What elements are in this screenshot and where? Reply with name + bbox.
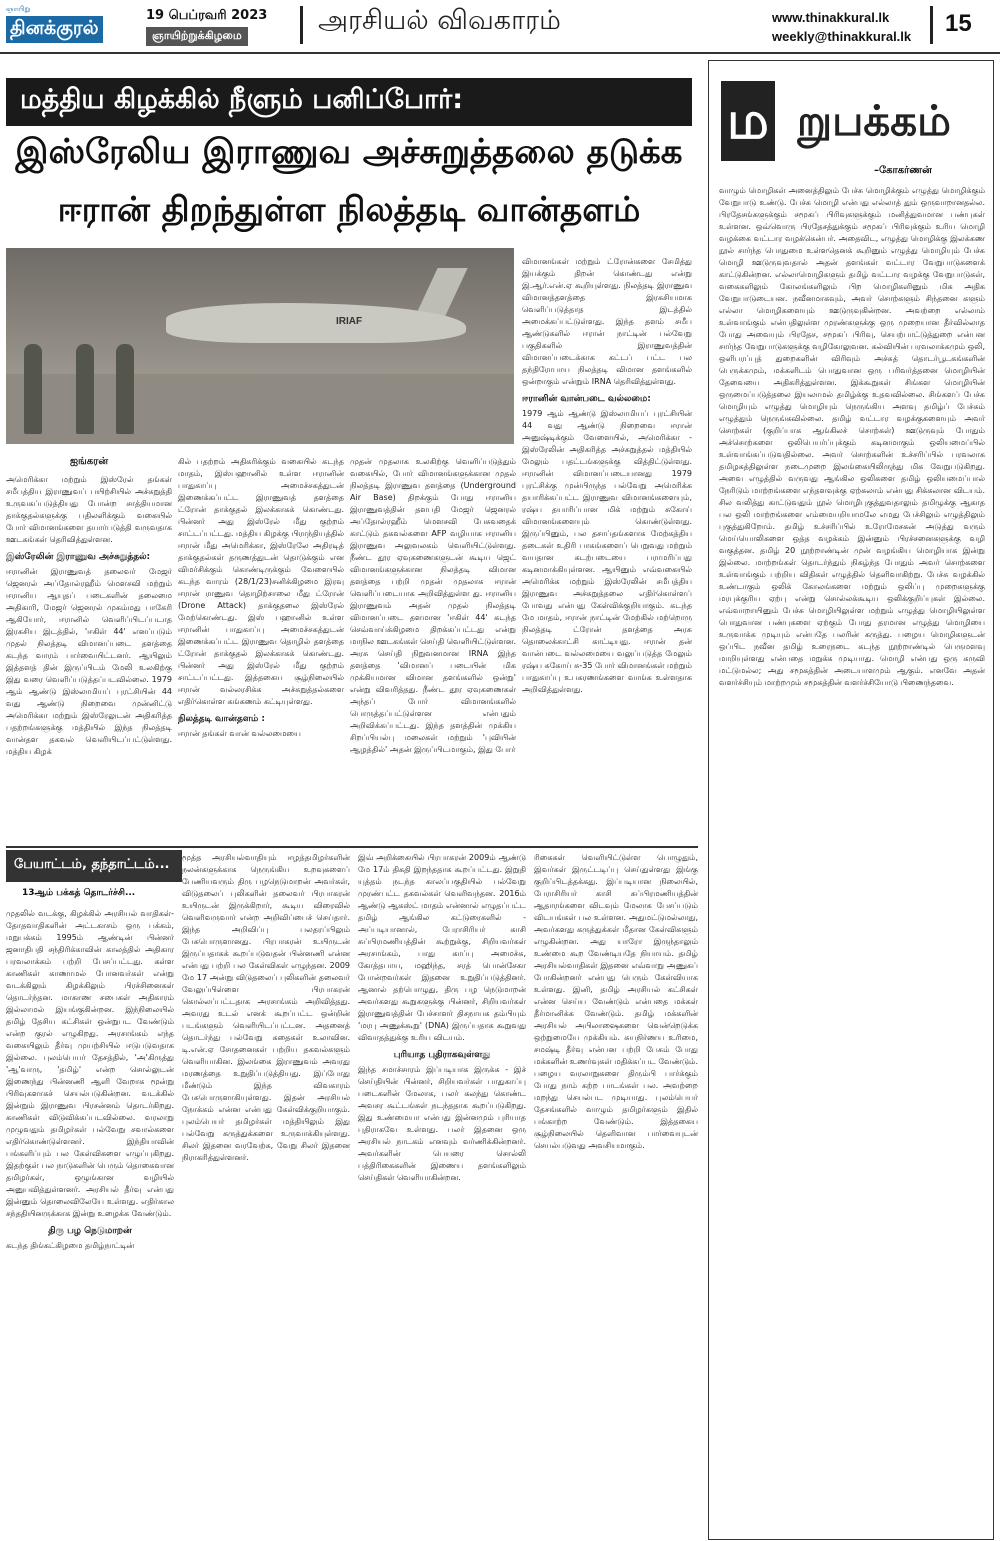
- logo-name: தினக்குரல்: [6, 16, 103, 43]
- subheading: ஈரானின் வான்படை வல்லமை:: [522, 394, 651, 404]
- officer-figure: [76, 344, 94, 434]
- story-paragraph: அமெரிக்கா மற்றும் இஸ்ரேல் தங்கள் சமீபத்திய இராணுவப் பயிற்சியில் அச்சுறுத்தி உருவகப்படுத்தியது போன்ற சாத்தியமான தாக்குதல்களுக்கு பதிலளிக்கும் வகையில் போர் விமானங்களை தயார்படுத்தி வருவதாக ஊடகங்கள் தெரிவித்துள்ளன.: [6, 475, 172, 544]
- email-link[interactable]: weekly@thinakkural.lk: [772, 29, 912, 44]
- story-kicker: மத்திய கிழக்கில் நீளும் பனிப்போர்:: [6, 78, 692, 126]
- bottom-column-3: [358, 852, 526, 1536]
- column-author: –கோகர்ணன்: [874, 165, 932, 176]
- opinion-column: [708, 60, 994, 1540]
- issue-date: 19 பெப்ரவரி 2023: [146, 8, 268, 23]
- column-title-rest: றுபக்கம்: [793, 87, 955, 155]
- story-paragraph: கில் பதற்றம் அதிகரிக்கும் வகையில் கடந்த மாதம், இஸ்பஹானில் உள்ள ஈரானின் பாதுகாப்பு அமைச்சகத்துடன் இணைக்கப்பட்ட இராணுவத் தளத்தை ட்ரோன் தாக்குதல் இலக்காகக் கொண்டது. பின்னர் அது இஸ்ரேல் மீது குற்றம் சாட்டப்பட்டது. மத்திய கிழக்கு பிராந்தியத்தில் ஈரான் மீது அமெரிக்கா, இஸ்ரேலே அதிரடித் தாக்குதல்கள் தருணத்துடன் தொடுக்கும் என விமர்சிக்கும் கொண்டிருக்கும் வேளையில் கடந்த வாரம் (28/1/23)சனிக்கிழமை இரவு ஈரான் ராணுவ தொழிற்சாலை மீது ட்ரோன் (Drone Attack) தாக்குதலை இஸ்ரேல் மேற்கொண்டது. இஸ் பஹானில் உள்ள ஈரானின் பாதுகாப்பு அமைச்சகத்துடன் இணைக்கப்பட்ட இராணுவ தொழில் தளத்தை ட்ரோன் தாக்குதல் இலக்காகக் கொண்டது. பின்னர் அது இஸ்ரேல் மீது குற்றம் சாட்டப்பட்டது. இத்தகைய சூழ்நிலையில் ஈரான் வல்லரசிக்க அச்சுறுத்தல்களை எதிர்கொள்ள கங்கணம் கட்டியுள்ளது.: [178, 457, 344, 706]
- story-paragraph: ஈரான் தங்கள் வான் வல்லமையை: [178, 729, 301, 738]
- headline-line-2: ஈரான் திறந்துள்ள நிலத்தடி வான்தளம்: [57, 190, 641, 230]
- continued-note: 13ஆம் பக்கத் தொடர்ச்சி...: [22, 888, 136, 898]
- column-title-initial: ம: [721, 81, 775, 161]
- story-paragraph: 1979 ஆம் ஆண்டு இஸ்லாமியப் புரட்சியின் 44 வது ஆண்டு நிறைவை ஈரான் அனுஷ்டிக்கும் வேளையில், அமெரிக்கா - இஸ்ரேலின் அதிகரித்த அச்சுறுத்தல் மத்தியில் மேலும் பதட்டங்களுக்கு வித்திட்டுள்ளது. ஈரானின் விமானப்படையானது 1979 புரட்சிக்கு முன்பிருந்த பல்வேறு அமெரிக்க தயாரிக்கப்பட்ட இராணுவ விமானங்களையும், ரஷ்ய தயாரிப்பான மிக் மற்றும் சுகோய் விமானங்களையும் கொண்டுள்ளது. இருப்பினும், பல தசாப்தங்களாக மேற்கத்திய தடைகள் உதிரி பாகங்களைப் பெறுவது மற்றும் வயதான கடற்படையை பராமரிப்பது கடினமாக்கியுள்ளன. ஆயினும் எவ்வகையில் அமெரிக்க மற்றும் இஸ்ரேலின் சமீபத்திய இராணுவ அச்சுறுத்தலை எதிர்கொள்ளப் போவது என்பது கேள்விக்குறியாகும். கடந்த மே மாதம், ஈரான் நாட்டின் மேற்கில் மற்றொரு நிலத்தடி ட்ரோன் தளத்தை அரசு தொலைக்காட்சி காட்டியது. ஈரான் தன் வான்படை வல்லமையை வலுப்படுத்த மேலும் ரஷ்ய சுகோய் சு-35 போர் விமானங்கள் மற்றும் பாதுகாப்பு உபகரணங்களை வாங்க உள்ளதாக அறிவித்துள்ளது.: [522, 409, 692, 694]
- fighter-jet-photo: [6, 248, 514, 444]
- column-title: [721, 81, 983, 161]
- story-column-4: [522, 256, 692, 846]
- story-paragraph: ரிகைகள் வெளியிட்டுள்ள பொழுதும், இவர்கள் இருட்டடிப்பு செய்துள்ளது இங்கு குறிப்பிடத்தக்கது. இப்படியான நிலையில், பேராசிரியர் காசி சுப்பிரமணியத்தின் ஆதாரங்களை விடவும் மேலாக பேசப்படும் விடயங்கள் பல உள்ளன. அதுமட்டுமல்லாது, அவர்களது கருத்துக்கள் மீதான கேள்விகளும் எழுகின்றன. அது யாரோ இருந்தாலும் உண்மை கூற வேண்டியதே நியாயம். தமிழ் அரசியல்வாதிகள் இதனை எவ்வாறு அணுகப் போகின்றனர் என்பது பெரும் கேள்வியாக உள்ளது. இனி, தமிழ் அரசியல் கட்சிகள் என்ன செய்ய வேண்டும் என்பதை மக்கள் தீர்மானிக்க வேண்டும். தமிழ் மக்களின் அரசியல் அபிலாஷைகளை வென்றெடுக்க ஒற்றுமையே முக்கியம். சுயநிர்ணய உரிமை, சமஷ்டி தீர்வு என்பன பற்றி பேசும் போது மக்களின் உணர்வுகள் மதிக்கப்பட வேண்டும். பழைய வரலாறுகளை திரும்பி பார்க்கும் போது நாம் கற்ற பாடங்கள் பல. அவற்றை மறந்து செயல்பட முடியாது. புலம்பெயர் தேசங்களில் வாழும் தமிழர்களும் இதில் பங்காற்ற வேண்டும். இத்தகைய சூழ்நிலையில் தெளிவான பார்வையுடன் செயல்படுவது அவசியமாகும்.: [534, 853, 698, 1150]
- subheading: இஸ்ரேலின் இராணுவ அச்சுறுத்தல்:: [6, 552, 151, 562]
- story-paragraph: ஈரானின் இராணுவத் தலைவர் மேஜர் ஜெனரல் அப்தோல்ரஹீம் மௌசவி மற்றும் ஈரானிய ஆயுதப் படைகளின் தலைமை அதிகாரி, மேஜர் ஜெனரல் முகம்மது பாகேரி ஆகியோர், ஈரானில் வெளிப்பிடப்படாத இரகசிய இடத்தில், 'ஈகிள் 44' எனப்படும் முதல் நிலத்தடி விமானப்படை தளத்தை கடந்த வாரம் பார்வையிட்டனர். ஆயிலும் இத்தளத் தின் இருப்பிடம் மேலி உலகிற்கு இது வரை வெளிப்படுத்தப்படவில்லை. 1979 ஆம் ஆண்டு இஸ்லாமியப் புரட்சியின் 44 வது ஆண்டு நிறைவை முன்னிட்டு அமெரிக்கா மற்றும் இஸ்ரேலுடன் அதிகரித்த பதற்றங்களுக்கு மத்தியில் இந்த நிலத்தடி வான்தள தகவல் வெளியிடப்பட்டுள்ளது. மத்திய கிழக்: [6, 567, 172, 756]
- section-title: அரசியல் விவகாரம்: [318, 5, 561, 36]
- headline-line-1: இஸ்ரேலிய இராணுவ அச்சுறுத்தலை தடுக்க: [15, 132, 683, 172]
- story-column-3: [350, 456, 516, 846]
- jet-marking: IRIAF: [336, 316, 363, 327]
- main-story: [6, 58, 698, 848]
- officer-figure: [116, 344, 134, 434]
- byline: ஐங்கரன்: [69, 456, 109, 467]
- column-paragraph: வாழும் மொழிகள் அனைத்திலும் பேச்சு மொழிக்கும் எழுத்து மொழிக்கும் வேறுபாடு உண்டு. பேச்சு மொழி என்பது எல்லாத் தும் ஒருவாறானதல்ல. பிரதேசங்களுக்கும் சமூகப் பிரிவுகளுக்கும் மனித்துவமான பண்புகள் உள்ளன. ஒவ்வொரு பிரதேசத்துக்கும் சமூகப் பிரிவுக்கும் உரிய மொழி வழக்கை வட்டார வழக்கென்பர். அதைவிட, எழுத்து மொழிக்கு இலக்கண நூல் சார்ந்த பொதுமை உள்ளதெனக் கூறினும் எழுத்து மொழியும் பேச்சு மொழி ஊடுருவுவதால் அதன் தளங்கள் வட்டார வேறுபாடுகளைக் காட்டுகின்றன. எல்லாமொழிகளும் தமிழ் வட்டார வழக்கு வேறுபாடுகள், வகைகளிலும் கோலங்களிலும் பிற மொழிகளினும் மிக அதிக வேறுபாடுடையன. நவீனமாகவும், அவர் சொற்களும் சிந்தனை களும் எல்லா மொழிகளையும் ஊடுருவுகின்றன. அவற்றை எல்லாம் உள்வாங்கும் என்பதிலுள்ள முரண்களுக்கு ஒரு முறையான தீர்வில்லாத போது அவையும் பிரதேச, சமூகப் பிரிவு, செயற்பாட்டுத்துறை என்பன சார்ந்த வேறுபாடுகளுக்கு வழிகோலுவன. கல்வியின் பரவலாக்கமும் ஒலி, ஒளிபரப்புத் துறைகளின் விரிவும் அச்சுத் தொடர்பூடகங்களின் பெருக்கமும், மக்களிடம் பொதுவான ஒரு பரிவர்த்தனை மொழியின் தேவையை அதிகரித்துள்ளன. இக்கூறுகள் சிங்கள மொழியின் ஒருமைப்படுத்தலை இயலாமல் தமிழ்க்கு உதவவில்லை. சிங்களப் பேச்சு மொழியும் எழுத்து மொழியும் நெருங்கிய அளவு தமிழ்ப் பேச்சும் எழுத்தும் நெருங்கவில்லை. தமிழ் வட்டார வழக்குகளையும் அவர் சொற்கள் (குறிப்பாக ஆங்கிலச் சொற்கள்) ஊடுருவும் போதும் அச்சொற்களை ஒலிபெயர்ப்புக்கும் கடினமாகும் ஒலியமைப்பில் உள்வாங்கப்படுவதில்லை. அவர் சொற்களின் உச்சரிப்பில் பரவலாக தமிழகத்திலுள்ள நடைமுறை இலங்கையிலிருந்து மிக வேறுபடுகிறது. அவை எழுத்தில் வருவது ஆங்கில ஒலிகளை தமிழ் ஒலியமைப்பால் நேரிடும் மாற்றங்களை எந்தளவுக்கு ஏற்கலாம் என்பது சிக்கலான விடயம். சில வலித்து காட்டுவதும் நூல் மொழிபுகுத்துவதாலும் தமிழுக்கு ஆகாத பல ஒலி மாற்றங்களை எம்மையறியாமலே எமது பேச்சிலும் எழுத்திலும் புகுத்துகிறோம். தமிழ் உச்சரிப்பில் உரோமேசகன் அடுத்து வரும் மெய்யொலிகளை ஒத்த வழக்கம் இன்னும் பிரச்சனைகளுக்கு வழி வகுத்தன. தமிழ் 20 நூற்றாண்டின் முன் வழங்கிய மொழியாக இன்று இல்லை. மாற்றங்கள் தொடர்ந்தும் நிகழ்ந்த போதும் அவர் சொற்களை உள்வாங்கும் பற்றிய விதிகள் எழுத்தில் தெளிவாகிற்று. பேச்சு வழக்கில் உண்டாகும் ஒலிக் கோலங்களை மற்றும் ஒலிப்பு முறைகளுக்கு மரபுக்குரிய ஏற்பு என்று சொல்லக்கூடிய ஒலிக்குறிப்புகள் இல்லை. எவ்வாறாயினும் பேச்சு மொழியிலுள்ள மற்றும் எழுத்து மொழியிலுள்ள பொதுவான பண்புகளை ஏற்கும் போது தரமான எழுத்து மொழியை உருவாக்க முடியும் என்பதே பலரின் கருத்து. பழைய மொழிகளுடன் ஒப்பிட நவீன தமிழ் உரைநடை கடந்த நூற்றாண்டில் பெருமளவு மாறியுள்ளது என்பதை மறுக்க முடியாது. மொழி என்பது ஒரு கருவி மட்டுமல்ல; அது சமூகத்தின் அடையாளமும் ஆகும். எனவே அதன் வளர்ச்சியும் மாற்றமும் சமூகத்தின் வளர்ச்சியோடு பிணைந்தவை.: [719, 186, 985, 687]
- story-column-2: [178, 456, 344, 846]
- bottom-story-banner: பேயாட்டம், தந்தாட்டம்...: [6, 850, 182, 882]
- story-paragraph: முதன் முதலாக உலகிற்கு வெளிப்படுத்தும் வகையில், போர் விமானங்களுக்கான முதல் நிலத்தடி இராணுவ தளத்தை (Underground Air Base) திறக்கும் போது ஈரானிய இராணுவத்தின் தளபதி மேஜர் ஜெனரல் அப்தோல்ரஹீம் மௌசவி பேசுவதைக் காட்டும் தகவல்களை AFP வழியாக ஈரானிய இராணுவ அலுவலகம் வெளியிட்டுள்ளது. நீண்ட தூர ஏவுகணைகளுடன் கூடிய ஜெட் விமானங்களுக்கான நிலத்தடி விமான தளத்தை பற்றி முதன் முதலாக ஈரான் வெளிப்படையாக அறிவித்துள்ள து. ஈரானிய இராணுவம் அதன் முதல் நிலத்தடி விமானப்படை தளமான 'ஈகிள் 44' கடந்த செவ்வாய்க்கிழமை திறக்கப்பட்டது என்று மாநில ஊடகங்கள் செய்தி வெளியிட்டுள்ளன. அரசு செய்தி நிறுவனமான IRNA இந்த தளத்தை 'விமானப் படையின் மிக முக்கியமான விமான தளங்களில் ஒன்று' என்று விவரித்தது. நீண்ட தூர ஏவுகணைகள் அந்தப் போர் விமானங்களில் பொருத்தப்பட்டுள்ளன என்பதும் அறிவிக்கப்பட்டது. இந்த தளத்தின் முக்கிய சிறப்பியல்பு மலைகள் மற்றும் 'புவியின் ஆழத்தில்' அதன் இருப்பிடமாகும், இது போர்: [350, 457, 516, 754]
- bottom-column-2: [182, 852, 350, 1536]
- story-column-1: [6, 456, 172, 846]
- subheading: புரியாத புதிராகவுள்ளது: [393, 1050, 491, 1060]
- issue-day: ஞாயிற்றுக்கிழமை: [146, 27, 248, 46]
- bottom-column-1: [6, 908, 174, 1536]
- newspaper-logo: [6, 5, 124, 45]
- story-paragraph: இந்த சமாச்சாரம் இப்படியாக இருக்க - இச் செய்தியின் பின்னர், சிறியவர்கள் பாதுகாப்பு படைகளின் மேலாக, பலர் கலந்து கொண்ட அவசர கூட்டங்கள் நடந்ததாக கூறப்படுகிறது. இது உண்மையா என்பது இன்னமும் புரியாத புதிராகவே உள்ளது. பலர் இதனை ஒரு அரசியல் நாடகம் எனவும் வர்ணிக்கின்றனர். அவர்களின் பெயரை சொல்லி பத்திரிகைகளின் இணைய தளங்களிலும் செய்திகள் வெளியாகின்றன.: [358, 1065, 526, 1182]
- bottom-column-4: [534, 852, 698, 1536]
- header-rule: [0, 52, 1000, 54]
- story-paragraph: இவ் அறிக்கையில் பிரபாகரன் 2009ம் ஆண்டு மே 17ம் திகதி இறந்ததாக கூறப்பட்டது. இறுதி யுத்தம் நடந்த காலப்பகுதியில் பல்வேறு முரண்பட்ட தகவல்கள் வெளிவந்தன. 2016ம் ஆண்டு ஆகஸ்ட் மாதம் என்னால் எழுதப்பட்ட தமிழ் ஆங்கில கட்டுரைகளில் - அப்படியானால், பேராசிரியர் காசி சுப்பிரமணியத்தின் கூற்றுக்கு, சிறியவர்கள் அரசாங்கம், பாது காப்பு அமைச்சு, கோத்தபாய, மஹிந்த, சரத் பொன்சேகா போன்றவர்கள் இதனை உறுதிப்படுத்தினர். ஆனால் தற்பொழுது, திரு பழ நெடுமாறன் அவர்களது கூறுகளுக்கு பின்னர், சிறியவர்கள் இராணுவத்தின் பேச்சாளர் திசநாயக தம்பியும் 'மரபு அணுக்கூறு' (DNA) இருப்பதாக கூறுவது விவாதத்துக்கு உரிய விடயம்.: [358, 853, 526, 1042]
- story-paragraph: விமானங்கள் மற்றும் ட்ரோன்களை சேமித்து இயக்கும் திறன் கொண்டது என்று இ.ஆர்.என்.ஏ கூறியுள்ளது. நிலத்தடி இராணுவ விமானத்தளத்தை இரகசியமாக வெளிப்படுத்தாத இடத்தில் அமைக்கப்பட்டுள்ளது. இந்த தளம் சமீப ஆண்டுகளில் ஈரான் நாட்டின் பல்வேறு பகுதிகளில் இராணுவத்தின் விமானப்படைக்காக கட்டப் பட்ட பல தந்திரோபாய நிலத்தடி விமான தளங்களில் ஒன்றாகும் என்றும் IRNA தெரிவித்துள்ளது.: [522, 257, 692, 386]
- story-paragraph: முதலில் வடக்கு, கிழக்கில் அரசியல் வாதிகள்- தோதவாதிகளின் அட்டகாசம் ஒரு பக்கம், மறுபக்கம் 1995ம் ஆண்டின் பின்னர் ஜனாதிபதி சந்திரிக்காவின் காலத்தில் அதிகார பரவலாக்கம் பற்றி பேசப்பட்டது. கள்ள காணிகள் காணாமல் போனவர்கள் என்று வடக்கிலும் கிழக்கிலும் பிரச்சினைகள் தொடர்ந்தன. மாகாண சபைகள் அதிகாரம் இல்லாமல் இயங்குகின்றன. இந்நிலையில் தமிழ் தேசிய கட்சிகள் ஒன்றுபட வேண்டும் என்ற குரல் எழுகிறது. அரசாங்கம் எந்த வகையிலும் தீர்வு முயற்சியில் ஈடுபடுவதாக இல்லை. புலம்பெயர் தேசத்தில், 'அ'கிருத்து 'ஆ'வாரு, 'தமிழ்' என்ற சொல்லுடன் இணைந்து பின்னணி ஆளி வேறாக மூன்று பிரிவுகளாகச் செயல்படுகின்றன. வடக்கில் இன்றும் இராணுவ பிரசன்னம் தொடர்கிறது. காணிகள் விடுவிக்கப்படவில்லை. வரலாறு முழுவதும் தமிழர்கள் பல்வேறு சவால்களை எதிர்கொண்டுள்ளனர். இந்தியாவின் பங்களிப்பும் பல கேள்விகளை எழுப்புகிறது. இதற்குள் பல நாடுகளின் பெரும் தொகைவான தமிழர்கள், ஒழுங்கான வழியில் அனுபவித்துள்ளனர். அரசியல் தீர்வு என்பது இன்னும் தொலைவிலேயே உள்ளது. எதிர்கால சந்ததியினருக்காக இன்று உழைக்க வேண்டும்.: [6, 909, 174, 1218]
- logo-kicker: ஞாயிறு: [6, 5, 31, 13]
- officer-figure: [24, 344, 42, 434]
- website-link[interactable]: www.thinakkural.lk: [772, 10, 890, 25]
- header-divider: [300, 6, 303, 44]
- page-number: 15: [945, 10, 972, 37]
- column-body: [719, 185, 985, 1531]
- story-paragraph: கடந்த திங்கட்கிழமை தமிழ்நாட்டின்: [6, 1241, 135, 1250]
- header-divider-right: [930, 6, 933, 44]
- story-paragraph: மூத்த அரசியல்வாதியும் ஈழத்தமிழர்களின் நலன்களுக்காக நெருங்கிய உறவுகளைப் பேணியவரும் திரு பழநெடுமாறன் அவர்கள், விடுதலைப் புலிகளின் தலைவர் பிரபாகரன் உயிருடன் இருக்கிறார், கூடிய விரைவில் வெளிவருவார் என்ற அறிவிப்பைச் செய்தார். இந்த அறிவிப்பு பலதரப்பிலும் பேசுபொருளானது. பிரபாகரன் உயிருடன் இருப்பதாகக் கூறப்படுவதன் பின்னணி என்ன என்பது பற்றி பல கேள்விகள் எழுந்தன. 2009 மே 17 அன்று விடுதலைப் புலிகளின் தலைவர் வேலுப்பிள்ளை பிரபாகரன் கொல்லப்பட்டதாக அரசாங்கம் அறிவித்தது. அவரது உடல் எனக் கூறப்பட்ட ஒன்றின் படங்களும் வெளியிடப்பட்டன. அதனைத் தொடர்ந்து பல்வேறு கதைகள் உலாவின. டி.என்.ஏ சோதனைகள் பற்றிய தகவல்களும் வெளியாகின. இலங்கை இராணுவம் அவரது மரணத்தை உறுதிப்படுத்தியது. இப்போது மீண்டும் இந்த விவகாரம் பேசுபொருளாகியுள்ளது. இதன் அரசியல் நோக்கம் என்ன என்பது கேள்விக்குறியாகும். புலம்பெயர் தமிழர்கள் மத்தியிலும் இது பல்வேறு கருத்துக்களை உருவாக்கியுள்ளது. சிலர் இதனை வரவேற்க, வேறு சிலர் இதனை நிராகரித்துள்ளனர்.: [182, 853, 350, 1162]
- subheading: நிலத்தடி வான்தளம் :: [178, 714, 265, 724]
- subheading: திரு பழ நெடுமாறன்: [48, 1226, 132, 1236]
- page-header: [0, 0, 1000, 52]
- section-divider: [6, 846, 698, 848]
